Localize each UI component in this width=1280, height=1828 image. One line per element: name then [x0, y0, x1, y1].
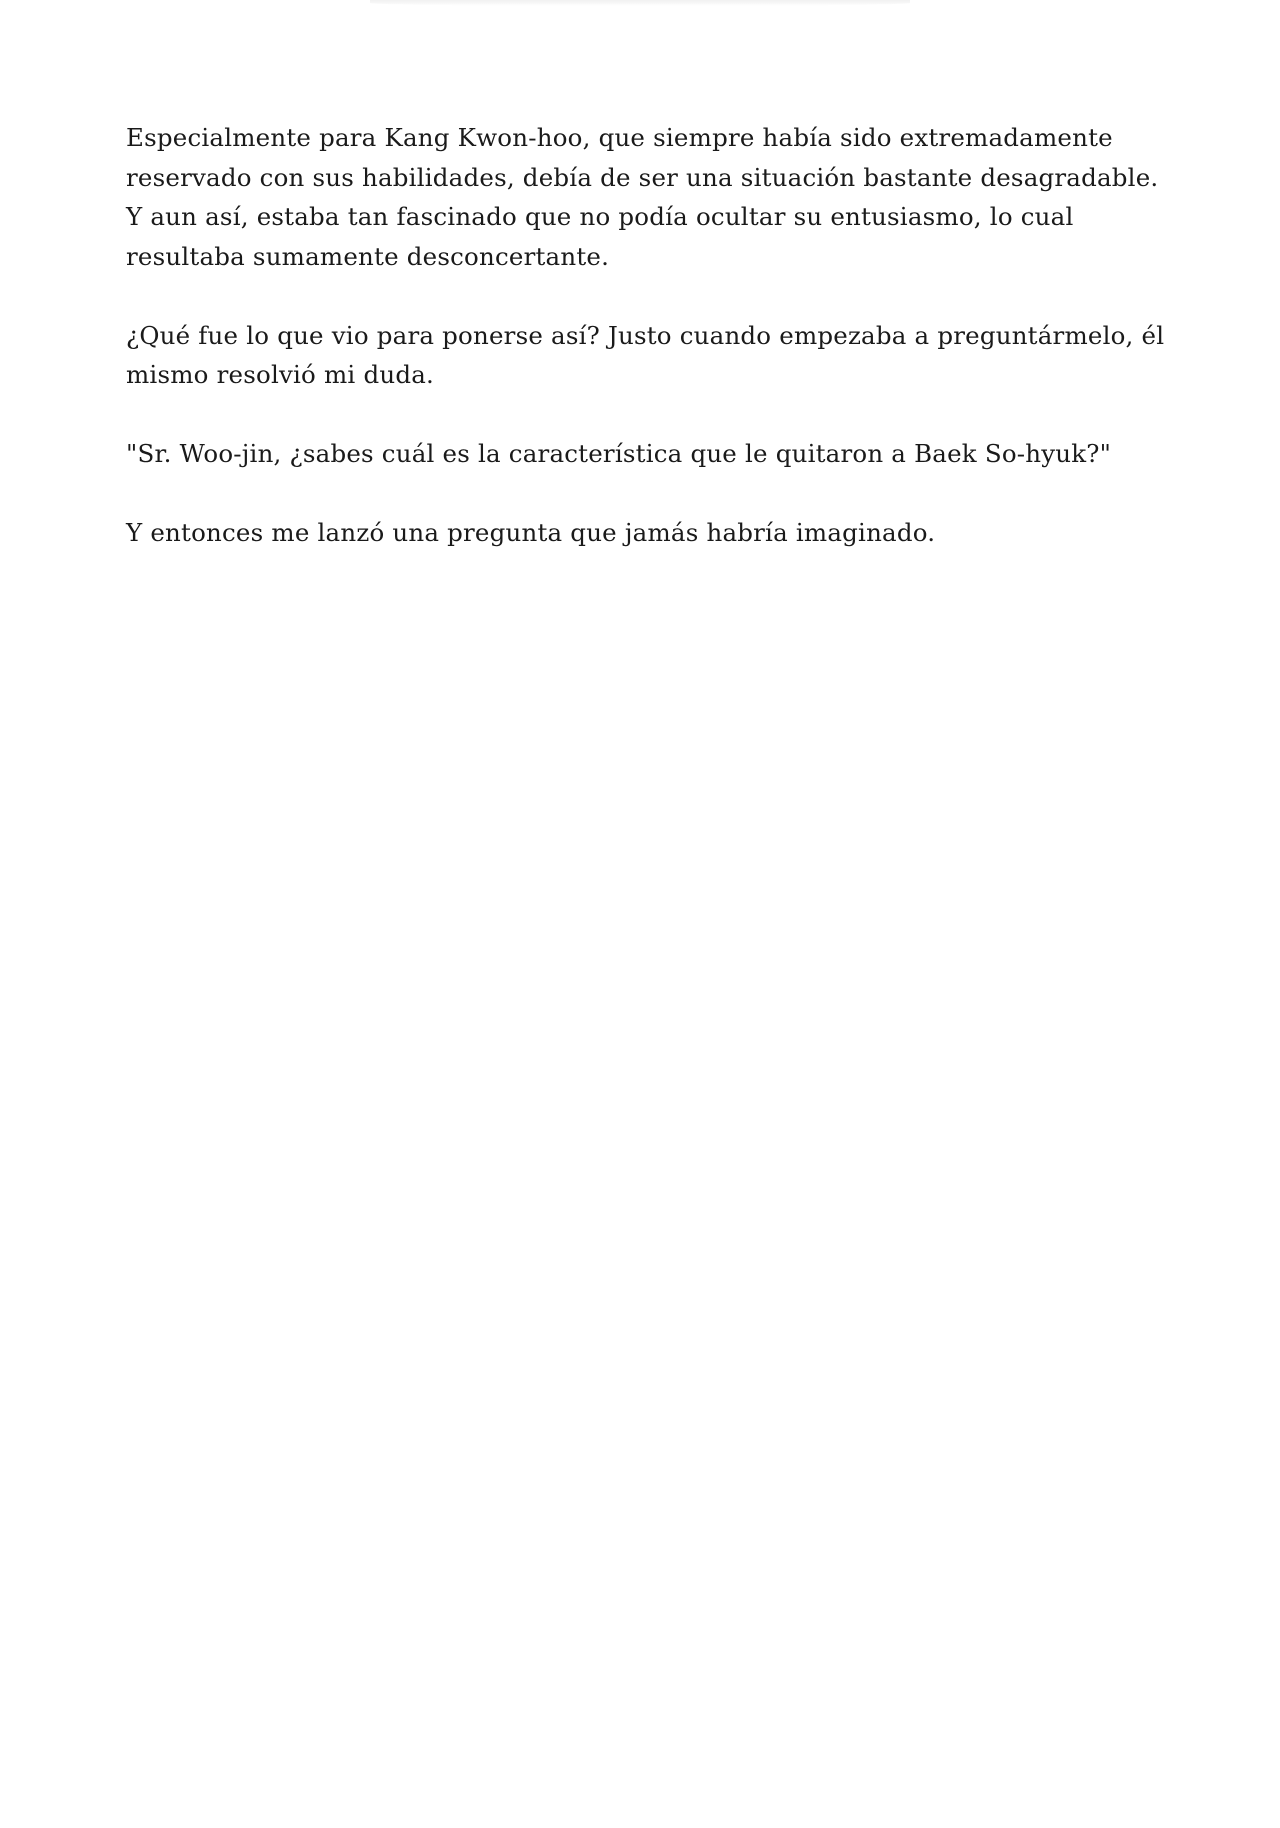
paragraph-1: Especialmente para Kang Kwon-hoo, que siempre había sido extremadamente reservado con sus habilidades, debía de ser una situación bastante desagradable. Y aun así, estaba tan fascinado que no podía ocultar su entusiasmo, lo cual resultaba sumamente desconcertante.: [126, 123, 1159, 271]
page-top-shadow: [370, 0, 910, 6]
paragraph-4: Y entonces me lanzó una pregunta que jamás habría imaginado.: [126, 518, 936, 547]
paragraph-2: ¿Qué fue lo que vio para ponerse así? Justo cuando empezaba a preguntármelo, él mismo resolvió mi duda.: [126, 320, 1165, 389]
document-body: [126, 118, 1166, 592]
paragraph-3-dialogue: "Sr. Woo-jin, ¿sabes cuál es la característica que le quitaron a Baek So-hyuk?": [126, 439, 1112, 468]
